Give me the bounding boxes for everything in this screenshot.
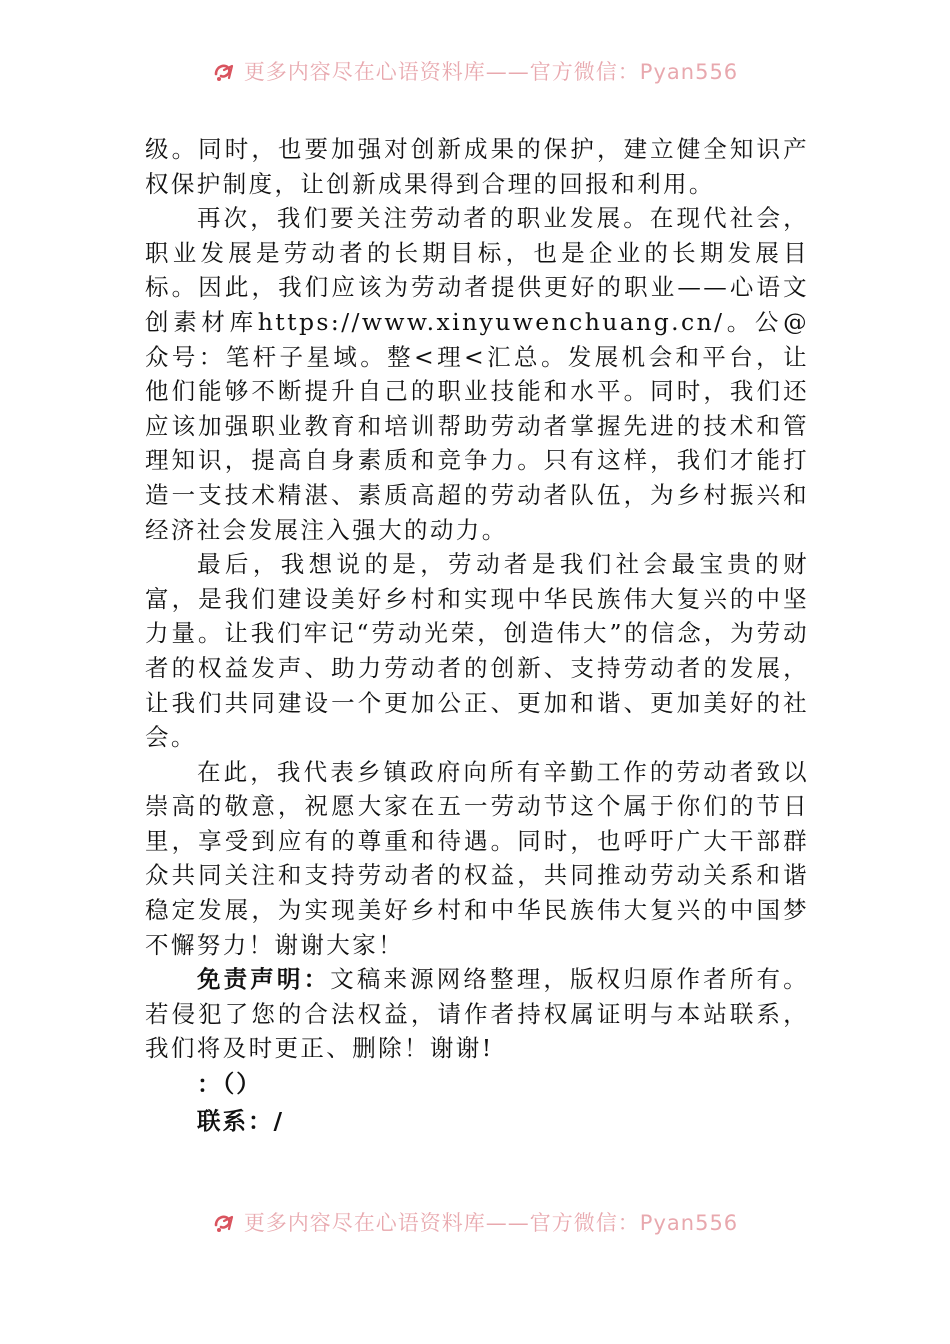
brand-logo-icon: [212, 58, 238, 84]
header-watermark: [0, 56, 950, 86]
disclaimer-label: 免责声明：: [197, 965, 331, 994]
watermark-text: 更多内容尽在心语资料库——官方微信：Pyan556: [243, 60, 739, 84]
disclaimer-paragraph: [145, 962, 809, 1066]
brand-logo-icon: [212, 1209, 238, 1235]
contact-line: 联系：/: [197, 1107, 285, 1136]
footer-watermark: [0, 1207, 950, 1237]
paragraph-continuation: 级。同时，也要加强对创新成果的保护，建立健全知识产权保护制度，让创新成果得到合理的回报和利用。: [145, 135, 809, 198]
paragraph-conclusion: 最后，我想说的是，劳动者是我们社会最宝贵的财富，是我们建设美好乡村和实现中华民族伟大复兴的中坚力量。让我们牢记“劳动光荣，创造伟大”的信念，为劳动者的权益发声、助力劳动者的创新、支持劳动者的发展，让我们共同建设一个更加公正、更加和谐、更加美好的社会。: [145, 550, 809, 752]
watermark-text: 更多内容尽在心语资料库——官方微信：Pyan556: [243, 1211, 739, 1235]
document-body: [145, 132, 809, 1140]
source-line: ：（）: [197, 1070, 262, 1099]
disclaimer-text: 文稿来源网络整理，版权归原作者所有。若侵犯了您的合法权益，请作者持权属证明与本站联系，我们将及时更正、删除！谢谢!: [145, 965, 810, 1063]
paragraph-greeting: 在此，我代表乡镇政府向所有辛勤工作的劳动者致以崇高的敬意，祝愿大家在五一劳动节这个属于你们的节日里，享受到应有的尊重和待遇。同时，也呼吁广大干部群众共同关注和支持劳动者的权益，共同推动劳动关系和谐稳定发展，为实现美好乡村和中华民族伟大复兴的中国梦不懈努力！谢谢大家！: [145, 757, 809, 959]
paragraph-career-development: 再次，我们要关注劳动者的职业发展。在现代社会，职业发展是劳动者的长期目标，也是企业的长期发展目标。因此，我们应该为劳动者提供更好的职业——心语文创素材库https://www.xinyuwenchuang.cn/。公@众号：笔杆子星域。整<理<汇总。发展机会和平台，让他们能够不断提升自己的职业技能和水平。同时，我们还应该加强职业教育和培训帮助劳动者掌握先进的技术和管理知识，提高自身素质和竞争力。只有这样，我们才能打造一支技术精湛、素质高超的劳动者队伍，为乡村振兴和经济社会发展注入强大的动力。: [145, 204, 809, 544]
